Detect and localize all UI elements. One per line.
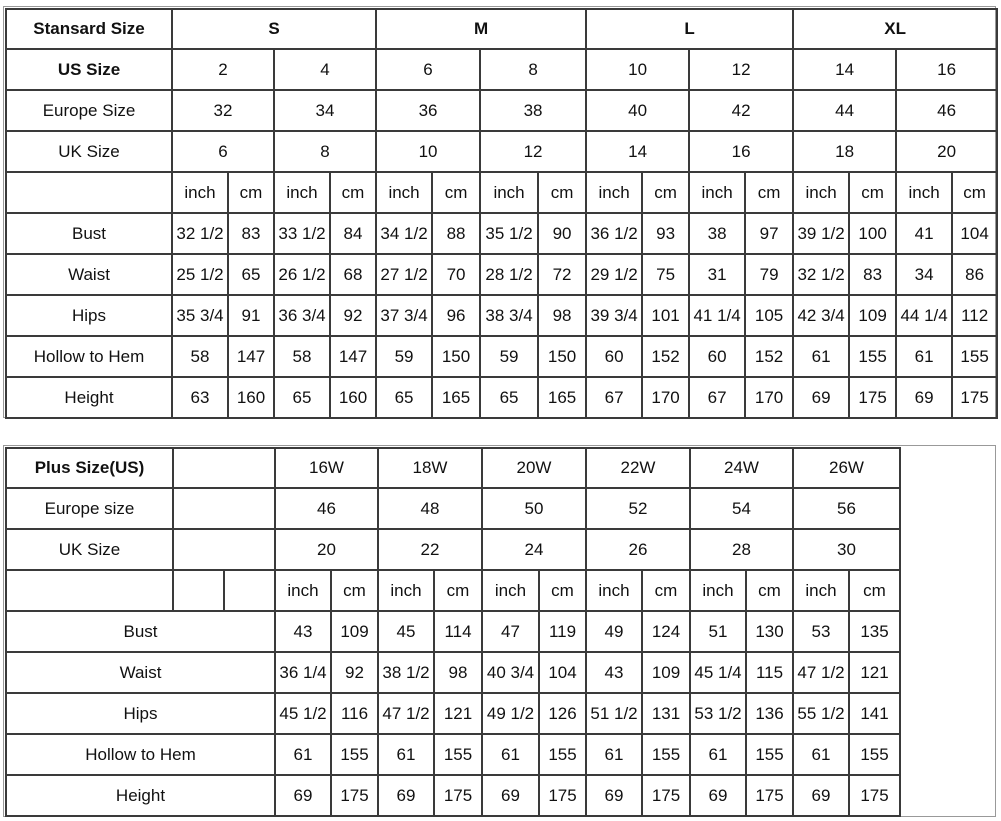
plus-measurement-row-waist: [6, 652, 900, 693]
measurement-cell: 175: [539, 775, 586, 816]
plus-uk-cell: 20: [275, 529, 378, 570]
unit-cm-header: cm: [642, 172, 689, 213]
plus-uk-cell: 26: [586, 529, 690, 570]
measurement-cell: 98: [538, 295, 586, 336]
measurement-cell: 40 3/4: [482, 652, 539, 693]
measurement-cell: 38 3/4: [480, 295, 538, 336]
measurement-cell: 150: [432, 336, 480, 377]
unit-label-blank: [6, 570, 173, 611]
unit-cm-header: cm: [538, 172, 586, 213]
measurement-cell: 49: [586, 611, 642, 652]
plus-uk-cell: 30: [793, 529, 900, 570]
measurement-cell: 155: [849, 336, 896, 377]
measurement-cell: 63: [172, 377, 228, 418]
plus-europe-label: Europe size: [6, 488, 173, 529]
measurement-cell: 175: [849, 775, 900, 816]
measurement-cell: 83: [849, 254, 896, 295]
plus-blank-cell: [224, 570, 275, 611]
measurement-cell: 135: [849, 611, 900, 652]
measurement-cell: 116: [331, 693, 378, 734]
measurement-cell: 36 1/4: [275, 652, 331, 693]
measurement-cell: 170: [745, 377, 793, 418]
measurement-cell: 61: [586, 734, 642, 775]
plus-uk-cell: 24: [482, 529, 586, 570]
plus-europe-cell: 54: [690, 488, 793, 529]
measurement-cell: 155: [849, 734, 900, 775]
unit-cm-header: cm: [228, 172, 274, 213]
measurement-cell: 152: [642, 336, 689, 377]
measurement-cell: 28 1/2: [480, 254, 538, 295]
plus-measurement-row-hollow-to-hem: [6, 734, 900, 775]
unit-inch-header: inch: [690, 570, 746, 611]
us-size-cell: 14: [793, 49, 896, 90]
measurement-row-bust: [6, 213, 997, 254]
measurement-cell: 86: [952, 254, 997, 295]
unit-inch-header: inch: [172, 172, 228, 213]
measurement-cell: 45: [378, 611, 434, 652]
measurement-cell: 41 1/4: [689, 295, 745, 336]
measurement-cell: 45 1/2: [275, 693, 331, 734]
unit-cm-header: cm: [330, 172, 376, 213]
measurement-cell: 68: [330, 254, 376, 295]
plus-size-cell: 22W: [586, 448, 690, 488]
measurement-cell: 175: [642, 775, 690, 816]
measurement-cell: 109: [642, 652, 690, 693]
measurement-cell: 131: [642, 693, 690, 734]
measurement-cell: 104: [952, 213, 997, 254]
measurement-cell: 109: [849, 295, 896, 336]
measurement-cell: 96: [432, 295, 480, 336]
plus-europe-cell: 56: [793, 488, 900, 529]
us-size-cell: 4: [274, 49, 376, 90]
plus-size-cell: 18W: [378, 448, 482, 488]
measurement-cell: 35 1/2: [480, 213, 538, 254]
unit-inch-header: inch: [689, 172, 745, 213]
unit-inch-header: inch: [275, 570, 331, 611]
measurement-cell: 92: [330, 295, 376, 336]
unit-cm-header: cm: [745, 172, 793, 213]
plus-measurement-row-height: [6, 775, 900, 816]
measurement-cell: 160: [228, 377, 274, 418]
measurement-row-hollow-to-hem: [6, 336, 997, 377]
measurement-label: Height: [6, 377, 172, 418]
measurement-cell: 100: [849, 213, 896, 254]
measurement-cell: 69: [378, 775, 434, 816]
measurement-cell: 119: [539, 611, 586, 652]
measurement-cell: 70: [432, 254, 480, 295]
plus-blank-cell: [173, 448, 275, 488]
measurement-label: Bust: [6, 611, 275, 652]
plus-size-row: [6, 448, 900, 488]
plus-unit-row: [6, 570, 900, 611]
measurement-cell: 43: [586, 652, 642, 693]
measurement-cell: 32 1/2: [793, 254, 849, 295]
plus-europe-cell: 50: [482, 488, 586, 529]
measurement-cell: 175: [746, 775, 793, 816]
measurement-cell: 104: [539, 652, 586, 693]
measurement-cell: 61: [275, 734, 331, 775]
size-group-l: L: [586, 9, 793, 49]
measurement-cell: 112: [952, 295, 997, 336]
plus-measurement-row-bust: [6, 611, 900, 652]
measurement-cell: 91: [228, 295, 274, 336]
uk-size-cell: 14: [586, 131, 689, 172]
measurement-cell: 121: [849, 652, 900, 693]
measurement-cell: 38 1/2: [378, 652, 434, 693]
measurement-cell: 34: [896, 254, 952, 295]
europe-size-row: [6, 90, 997, 131]
measurement-cell: 109: [331, 611, 378, 652]
unit-inch-header: inch: [480, 172, 538, 213]
measurement-cell: 155: [642, 734, 690, 775]
measurement-cell: 58: [172, 336, 228, 377]
measurement-label: Hollow to Hem: [6, 336, 172, 377]
measurement-cell: 60: [689, 336, 745, 377]
measurement-cell: 175: [434, 775, 482, 816]
measurement-label: Bust: [6, 213, 172, 254]
standard-size-header: Stansard Size: [6, 9, 172, 49]
measurement-cell: 152: [745, 336, 793, 377]
europe-size-cell: 40: [586, 90, 689, 131]
measurement-cell: 124: [642, 611, 690, 652]
measurement-cell: 39 1/2: [793, 213, 849, 254]
measurement-cell: 49 1/2: [482, 693, 539, 734]
unit-cm-header: cm: [952, 172, 997, 213]
plus-uk-cell: 22: [378, 529, 482, 570]
measurement-cell: 69: [690, 775, 746, 816]
measurement-cell: 130: [746, 611, 793, 652]
measurement-cell: 147: [330, 336, 376, 377]
size-group-m: M: [376, 9, 586, 49]
standard-size-table: [5, 8, 998, 419]
uk-size-label: UK Size: [6, 131, 172, 172]
size-group-xl: XL: [793, 9, 997, 49]
measurement-cell: 38: [689, 213, 745, 254]
measurement-cell: 65: [274, 377, 330, 418]
measurement-cell: 155: [952, 336, 997, 377]
europe-size-cell: 36: [376, 90, 480, 131]
europe-size-cell: 46: [896, 90, 997, 131]
measurement-cell: 61: [378, 734, 434, 775]
measurement-cell: 92: [331, 652, 378, 693]
plus-size-cell: 16W: [275, 448, 378, 488]
measurement-cell: 47 1/2: [793, 652, 849, 693]
measurement-cell: 141: [849, 693, 900, 734]
measurement-cell: 61: [482, 734, 539, 775]
plus-blank-cell: [173, 529, 275, 570]
measurement-row-height: [6, 377, 997, 418]
unit-cm-header: cm: [642, 570, 690, 611]
plus-uk-row: [6, 529, 900, 570]
measurement-cell: 155: [434, 734, 482, 775]
unit-cm-header: cm: [434, 570, 482, 611]
plus-size-cell: 20W: [482, 448, 586, 488]
measurement-cell: 37 3/4: [376, 295, 432, 336]
measurement-row-hips: [6, 295, 997, 336]
europe-size-label: Europe Size: [6, 90, 172, 131]
size-group-row: [6, 9, 997, 49]
measurement-cell: 69: [793, 775, 849, 816]
measurement-cell: 29 1/2: [586, 254, 642, 295]
measurement-cell: 41: [896, 213, 952, 254]
measurement-cell: 98: [434, 652, 482, 693]
unit-cm-header: cm: [849, 172, 896, 213]
measurement-cell: 75: [642, 254, 689, 295]
uk-size-cell: 16: [689, 131, 793, 172]
measurement-cell: 55 1/2: [793, 693, 849, 734]
unit-inch-header: inch: [274, 172, 330, 213]
europe-size-cell: 34: [274, 90, 376, 131]
measurement-cell: 170: [642, 377, 689, 418]
plus-blank-cell: [173, 488, 275, 529]
unit-cm-header: cm: [746, 570, 793, 611]
us-size-row: [6, 49, 997, 90]
plus-size-cell: 24W: [690, 448, 793, 488]
measurement-cell: 175: [952, 377, 997, 418]
measurement-label: Hips: [6, 693, 275, 734]
measurement-cell: 32 1/2: [172, 213, 228, 254]
measurement-cell: 69: [275, 775, 331, 816]
measurement-cell: 165: [432, 377, 480, 418]
unit-inch-header: inch: [793, 570, 849, 611]
unit-cm-header: cm: [849, 570, 900, 611]
measurement-cell: 126: [539, 693, 586, 734]
measurement-cell: 115: [746, 652, 793, 693]
measurement-cell: 150: [538, 336, 586, 377]
unit-row: [6, 172, 997, 213]
measurement-cell: 97: [745, 213, 793, 254]
unit-label-blank: [6, 172, 172, 213]
measurement-cell: 175: [849, 377, 896, 418]
measurement-cell: 90: [538, 213, 586, 254]
unit-inch-header: inch: [376, 172, 432, 213]
unit-cm-header: cm: [331, 570, 378, 611]
measurement-cell: 58: [274, 336, 330, 377]
unit-inch-header: inch: [586, 570, 642, 611]
measurement-cell: 45 1/4: [690, 652, 746, 693]
us-size-cell: 10: [586, 49, 689, 90]
plus-europe-row: [6, 488, 900, 529]
measurement-cell: 65: [376, 377, 432, 418]
measurement-cell: 114: [434, 611, 482, 652]
measurement-cell: 51: [690, 611, 746, 652]
measurement-cell: 105: [745, 295, 793, 336]
measurement-cell: 61: [793, 336, 849, 377]
unit-cm-header: cm: [432, 172, 480, 213]
measurement-cell: 101: [642, 295, 689, 336]
measurement-cell: 155: [539, 734, 586, 775]
plus-europe-cell: 48: [378, 488, 482, 529]
us-size-cell: 6: [376, 49, 480, 90]
measurement-cell: 27 1/2: [376, 254, 432, 295]
measurement-cell: 79: [745, 254, 793, 295]
measurement-label: Hips: [6, 295, 172, 336]
plus-size-cell: 26W: [793, 448, 900, 488]
measurement-cell: 59: [480, 336, 538, 377]
us-size-label: US Size: [6, 49, 172, 90]
uk-size-cell: 20: [896, 131, 997, 172]
measurement-cell: 88: [432, 213, 480, 254]
uk-size-cell: 18: [793, 131, 896, 172]
uk-size-cell: 12: [480, 131, 586, 172]
measurement-cell: 31: [689, 254, 745, 295]
measurement-cell: 39 3/4: [586, 295, 642, 336]
europe-size-cell: 42: [689, 90, 793, 131]
plus-size-table: [5, 447, 901, 817]
unit-inch-header: inch: [482, 570, 539, 611]
measurement-cell: 53 1/2: [690, 693, 746, 734]
uk-size-row: [6, 131, 997, 172]
measurement-cell: 61: [690, 734, 746, 775]
measurement-cell: 61: [793, 734, 849, 775]
unit-inch-header: inch: [793, 172, 849, 213]
measurement-cell: 69: [896, 377, 952, 418]
plus-europe-cell: 52: [586, 488, 690, 529]
plus-measurement-row-hips: [6, 693, 900, 734]
measurement-cell: 33 1/2: [274, 213, 330, 254]
measurement-cell: 36 3/4: [274, 295, 330, 336]
measurement-cell: 61: [896, 336, 952, 377]
measurement-cell: 36 1/2: [586, 213, 642, 254]
measurement-cell: 65: [480, 377, 538, 418]
europe-size-cell: 38: [480, 90, 586, 131]
measurement-cell: 69: [793, 377, 849, 418]
us-size-cell: 8: [480, 49, 586, 90]
size-group-s: S: [172, 9, 376, 49]
uk-size-cell: 10: [376, 131, 480, 172]
measurement-cell: 42 3/4: [793, 295, 849, 336]
measurement-cell: 26 1/2: [274, 254, 330, 295]
plus-uk-cell: 28: [690, 529, 793, 570]
measurement-cell: 67: [586, 377, 642, 418]
measurement-cell: 69: [586, 775, 642, 816]
measurement-cell: 165: [538, 377, 586, 418]
measurement-row-waist: [6, 254, 997, 295]
measurement-cell: 47 1/2: [378, 693, 434, 734]
measurement-cell: 34 1/2: [376, 213, 432, 254]
measurement-label: Height: [6, 775, 275, 816]
uk-size-cell: 8: [274, 131, 376, 172]
measurement-label: Hollow to Hem: [6, 734, 275, 775]
measurement-label: Waist: [6, 254, 172, 295]
plus-uk-label: UK Size: [6, 529, 173, 570]
measurement-cell: 67: [689, 377, 745, 418]
us-size-cell: 16: [896, 49, 997, 90]
measurement-cell: 44 1/4: [896, 295, 952, 336]
plus-size-header: Plus Size(US): [6, 448, 173, 488]
measurement-cell: 69: [482, 775, 539, 816]
us-size-cell: 12: [689, 49, 793, 90]
measurement-cell: 72: [538, 254, 586, 295]
plus-europe-cell: 46: [275, 488, 378, 529]
measurement-cell: 160: [330, 377, 376, 418]
measurement-cell: 60: [586, 336, 642, 377]
uk-size-cell: 6: [172, 131, 274, 172]
measurement-cell: 121: [434, 693, 482, 734]
unit-cm-header: cm: [539, 570, 586, 611]
measurement-cell: 83: [228, 213, 274, 254]
measurement-cell: 65: [228, 254, 274, 295]
unit-inch-header: inch: [896, 172, 952, 213]
measurement-cell: 25 1/2: [172, 254, 228, 295]
measurement-label: Waist: [6, 652, 275, 693]
measurement-cell: 155: [331, 734, 378, 775]
measurement-cell: 155: [746, 734, 793, 775]
measurement-cell: 136: [746, 693, 793, 734]
measurement-cell: 53: [793, 611, 849, 652]
measurement-cell: 147: [228, 336, 274, 377]
measurement-cell: 84: [330, 213, 376, 254]
measurement-cell: 51 1/2: [586, 693, 642, 734]
unit-inch-header: inch: [378, 570, 434, 611]
measurement-cell: 35 3/4: [172, 295, 228, 336]
unit-inch-header: inch: [586, 172, 642, 213]
measurement-cell: 93: [642, 213, 689, 254]
europe-size-cell: 32: [172, 90, 274, 131]
us-size-cell: 2: [172, 49, 274, 90]
measurement-cell: 43: [275, 611, 331, 652]
measurement-cell: 59: [376, 336, 432, 377]
measurement-cell: 47: [482, 611, 539, 652]
europe-size-cell: 44: [793, 90, 896, 131]
plus-blank-cell: [173, 570, 224, 611]
measurement-cell: 175: [331, 775, 378, 816]
